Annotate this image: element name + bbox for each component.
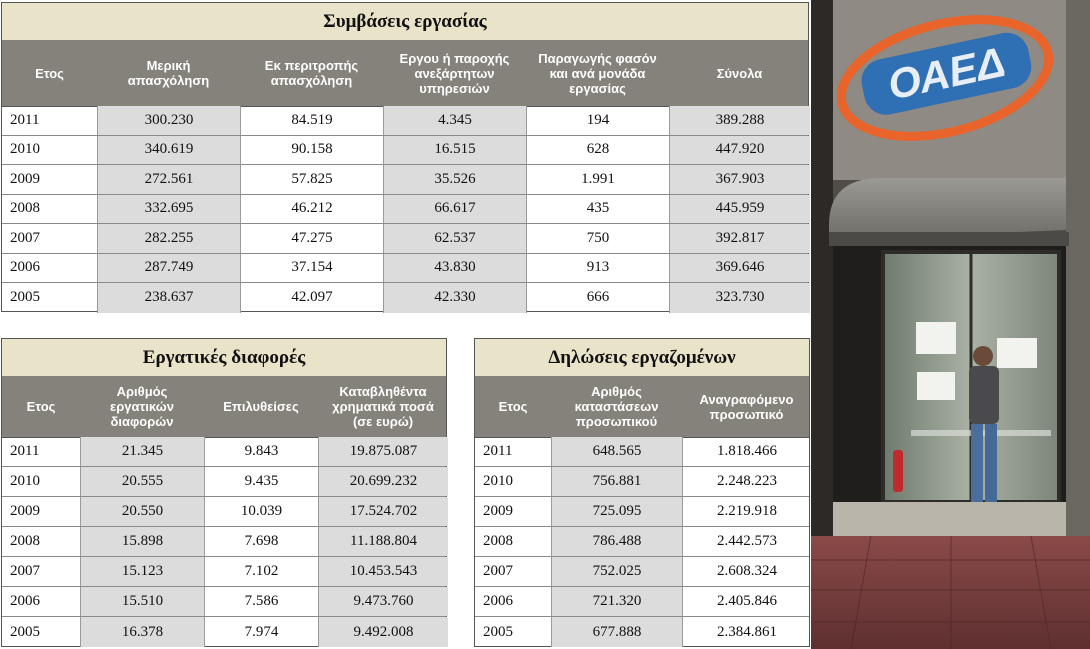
value-cell: 4.345	[383, 106, 526, 135]
value-cell: 323.730	[669, 283, 810, 313]
table-row	[475, 497, 809, 527]
value-cell: 11.188.804	[318, 527, 448, 556]
year-cell: 2011	[10, 443, 40, 459]
value-cell: 332.695	[97, 195, 240, 224]
value-cell: 389.288	[669, 106, 810, 135]
year-cell: 2008	[10, 533, 40, 549]
col-header: Αριθμός καταστάσεων προσωπικού	[574, 384, 659, 429]
table-row	[2, 283, 808, 313]
value-cell: 84.519	[240, 106, 383, 135]
year-cell: 2010	[483, 473, 513, 489]
value-cell: 756.881	[551, 467, 682, 496]
col-header: Καταβληθέντα χρηματικά ποσά (σε ευρώ)	[332, 384, 434, 429]
table-row	[2, 224, 808, 254]
value-cell: 20.555	[80, 467, 204, 496]
value-cell: 42.097	[240, 283, 383, 313]
value-cell: 725.095	[551, 497, 682, 526]
value-cell: 2.442.573	[682, 527, 811, 556]
value-cell: 2.384.861	[682, 617, 811, 647]
logo-text: ΟΑΕΔ	[883, 38, 1009, 109]
year-cell: 2008	[483, 533, 513, 549]
value-cell: 2.219.918	[682, 497, 811, 526]
table-row	[2, 617, 446, 647]
disputes-table	[1, 338, 447, 647]
year-cell: 2005	[10, 623, 40, 640]
value-cell: 2.405.846	[682, 587, 811, 616]
value-cell: 20.699.232	[318, 467, 448, 496]
value-cell: 648.565	[551, 437, 682, 466]
value-cell: 272.561	[97, 165, 240, 194]
value-cell: 913	[526, 254, 669, 283]
table-row	[475, 557, 809, 587]
table-header	[2, 376, 446, 438]
value-cell: 1.991	[526, 165, 669, 194]
table-row	[475, 527, 809, 557]
value-cell: 90.158	[240, 136, 383, 165]
value-cell: 628	[526, 136, 669, 165]
value-cell: 721.320	[551, 587, 682, 616]
value-cell: 62.537	[383, 224, 526, 253]
value-cell: 7.974	[204, 617, 318, 647]
col-header: Εκ περιτροπής απασχόληση	[264, 58, 359, 88]
table-row	[2, 106, 808, 136]
year-cell: 2007	[10, 563, 40, 579]
value-cell: 287.749	[97, 254, 240, 283]
table-row	[2, 557, 446, 587]
table-row	[2, 527, 446, 557]
value-cell: 7.698	[204, 527, 318, 556]
value-cell: 666	[526, 283, 669, 313]
table-row	[2, 437, 446, 467]
table-row	[2, 136, 808, 166]
value-cell: 21.345	[80, 437, 204, 466]
value-cell: 194	[526, 106, 669, 135]
value-cell: 392.817	[669, 224, 810, 253]
oaed-office-photo	[811, 0, 1090, 649]
year-cell: 2006	[10, 259, 40, 276]
col-header: Μερική απασχόληση	[127, 58, 210, 88]
value-cell: 16.515	[383, 136, 526, 165]
year-cell: 2005	[483, 623, 513, 640]
value-cell: 369.646	[669, 254, 810, 283]
table-header	[2, 40, 808, 107]
year-cell: 2006	[10, 593, 40, 609]
table-title: Δηλώσεις εργαζομένων	[475, 339, 809, 377]
value-cell: 7.102	[204, 557, 318, 586]
value-cell: 10.039	[204, 497, 318, 526]
year-cell: 2007	[10, 229, 40, 246]
table-row	[475, 617, 809, 647]
value-cell: 238.637	[97, 283, 240, 313]
value-cell: 2.248.223	[682, 467, 811, 496]
value-cell: 35.526	[383, 165, 526, 194]
value-cell: 20.550	[80, 497, 204, 526]
year-cell: 2011	[483, 443, 513, 459]
value-cell: 47.275	[240, 224, 383, 253]
table-row	[2, 254, 808, 284]
col-header: Σύνολα	[716, 65, 763, 81]
table-row	[475, 467, 809, 497]
table-header	[475, 376, 809, 438]
value-cell: 445.959	[669, 195, 810, 224]
table-title: Συμβάσεις εργασίας	[2, 3, 808, 41]
value-cell: 37.154	[240, 254, 383, 283]
year-cell: 2008	[10, 200, 40, 217]
value-cell: 9.492.008	[318, 617, 448, 647]
value-cell: 7.586	[204, 587, 318, 616]
value-cell: 46.212	[240, 195, 383, 224]
value-cell: 677.888	[551, 617, 682, 647]
value-cell: 15.510	[80, 587, 204, 616]
value-cell: 57.825	[240, 165, 383, 194]
value-cell: 43.830	[383, 254, 526, 283]
table-row	[475, 437, 809, 467]
value-cell: 786.488	[551, 527, 682, 556]
value-cell: 15.898	[80, 527, 204, 556]
table-row	[2, 165, 808, 195]
col-header: Επιλυθείσες	[223, 399, 299, 414]
col-header: Ετος	[498, 399, 528, 414]
value-cell: 19.875.087	[318, 437, 448, 466]
col-header: Εργου ή παροχής ανεξάρτητων υπηρεσιών	[399, 50, 510, 96]
value-cell: 447.920	[669, 136, 810, 165]
col-header: Αριθμός εργατικών διαφορών	[110, 384, 174, 429]
value-cell: 435	[526, 195, 669, 224]
table-row	[475, 587, 809, 617]
value-cell: 42.330	[383, 283, 526, 313]
year-cell: 2010	[10, 473, 40, 489]
col-header: Παραγωγής φασόν και ανά μονάδα εργασίας	[538, 50, 657, 96]
value-cell: 17.524.702	[318, 497, 448, 526]
declarations-table	[474, 338, 810, 647]
value-cell: 367.903	[669, 165, 810, 194]
table-title: Εργατικές διαφορές	[2, 339, 446, 377]
year-cell: 2011	[10, 111, 40, 128]
value-cell: 1.818.466	[682, 437, 811, 466]
year-cell: 2005	[10, 289, 40, 306]
year-cell: 2010	[10, 141, 40, 158]
value-cell: 66.617	[383, 195, 526, 224]
year-cell: 2009	[10, 503, 40, 519]
year-cell: 2009	[10, 170, 40, 187]
value-cell: 9.473.760	[318, 587, 448, 616]
table-row	[2, 195, 808, 225]
value-cell: 752.025	[551, 557, 682, 586]
value-cell: 300.230	[97, 106, 240, 135]
value-cell: 10.453.543	[318, 557, 448, 586]
year-cell: 2009	[483, 503, 513, 519]
value-cell: 9.435	[204, 467, 318, 496]
table-row	[2, 497, 446, 527]
value-cell: 15.123	[80, 557, 204, 586]
table-row	[2, 467, 446, 497]
building-entrance-image	[811, 0, 1090, 649]
col-header: Ετος	[35, 65, 64, 81]
value-cell: 16.378	[80, 617, 204, 647]
value-cell: 340.619	[97, 136, 240, 165]
value-cell: 750	[526, 224, 669, 253]
year-cell: 2007	[483, 563, 513, 579]
value-cell: 282.255	[97, 224, 240, 253]
col-header: Αναγραφόμενο προσωπικό	[699, 391, 794, 422]
contracts-table	[1, 2, 809, 312]
year-cell: 2006	[483, 593, 513, 609]
value-cell: 2.608.324	[682, 557, 811, 586]
col-header: Ετος	[26, 399, 56, 414]
table-row	[2, 587, 446, 617]
value-cell: 9.843	[204, 437, 318, 466]
